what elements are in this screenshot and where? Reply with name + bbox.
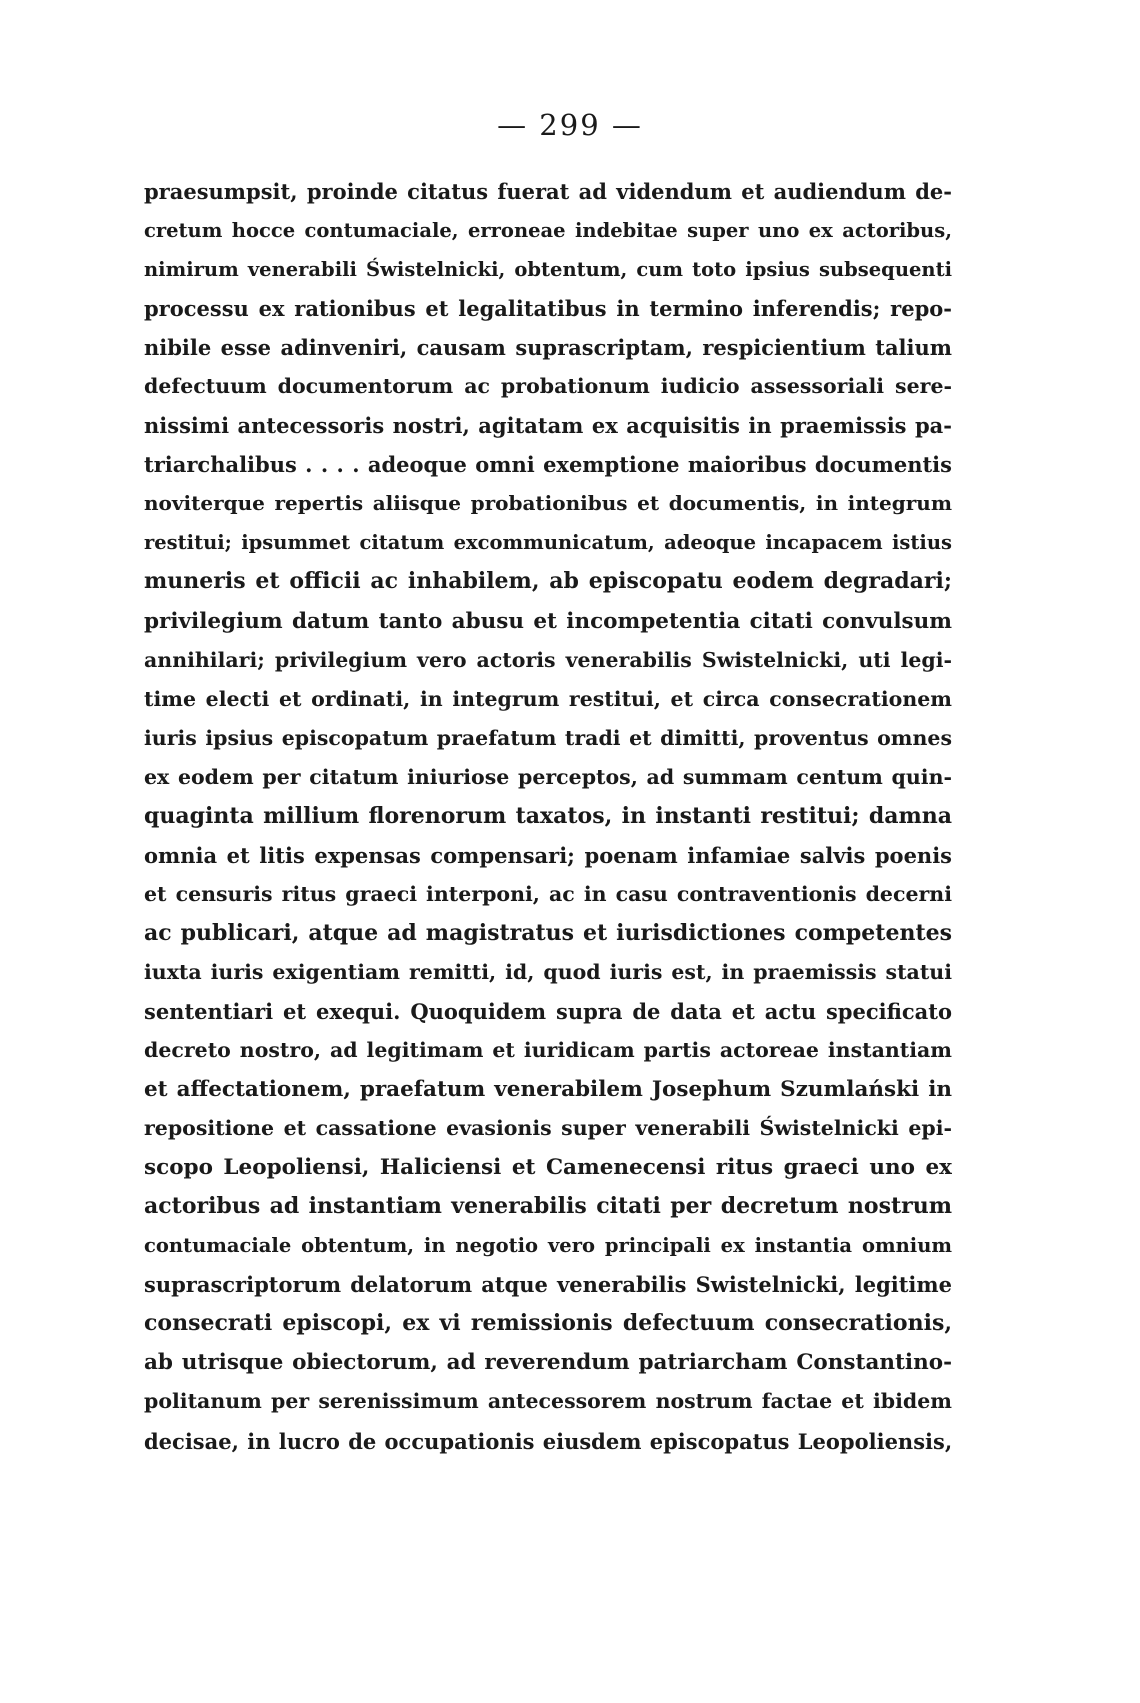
text-line: nibile esse adinveniri, causam suprascriptam, respicientium talium: [144, 335, 952, 361]
text-line: decreto nostro, ad legitimam et iuridicam partis actoreae instantiam: [144, 1038, 952, 1063]
text-line: sententiari et exequi. Quoquidem supra de data et actu specificato: [144, 998, 952, 1024]
text-line: repositione et cassatione evasionis super venerabili Świstelnicki epi-: [144, 1116, 952, 1141]
text-line: nimirum venerabili Świstelnicki, obtentum, cum toto ipsius subsequenti: [144, 258, 952, 282]
body-text: [144, 172, 952, 1461]
text-line: scopo Leopoliensi, Haliciensi et Camenecensi ritus graeci uno ex: [144, 1155, 952, 1181]
text-line: et censuris ritus graeci interponi, ac in casu contraventionis decerni: [144, 881, 952, 906]
text-line: restitui; ipsummet citatum excommunicatum, adeoque incapacem istius: [144, 531, 952, 555]
text-line: ex eodem per citatum iniuriose perceptos, ad summam centum quin-: [144, 764, 952, 789]
text-line: et affectationem, praefatum venerabilem Josephum Szumlański in: [144, 1077, 952, 1103]
text-line: quaginta millium florenorum taxatos, in instanti restitui; damna: [144, 802, 952, 829]
text-line: nissimi antecessoris nostri, agitatam ex acquisitis in praemissis pa-: [144, 413, 952, 439]
text-line: ac publicari, atque ad magistratus et iurisdictiones competentes: [144, 919, 952, 946]
text-line: time electi et ordinati, in integrum restitui, et circa consecrationem: [144, 686, 952, 711]
text-line: cretum hocce contumaciale, erroneae indebitae super uno ex actoribus,: [144, 219, 952, 243]
text-line: privilegium datum tanto abusu et incompetentia citati convulsum: [144, 608, 952, 634]
text-line: consecrati episcopi, ex vi remissionis defectuum consecrationis,: [144, 1310, 952, 1337]
text-line: politanum per serenissimum antecessorem nostrum factae et ibidem: [144, 1389, 952, 1414]
page-number: — 299 —: [497, 108, 643, 142]
text-line: triarchalibus . . . . adeoque omni exemptione maioribus documentis: [144, 452, 952, 478]
text-line: iuxta iuris exigentiam remitti, id, quod iuris est, in praemissis statui: [144, 959, 952, 984]
text-line: annihilari; privilegium vero actoris venerabilis Swistelnicki, uti legi-: [144, 647, 952, 672]
text-line: omnia et litis expensas compensari; poenam infamiae salvis poenis: [144, 842, 952, 868]
text-line: noviterque repertis aliisque probationibus et documentis, in integrum: [144, 491, 952, 516]
text-line: iuris ipsius episcopatum praefatum tradi et dimitti, proventus omnes: [144, 725, 952, 750]
text-line: defectuum documentorum ac probationum iudicio assessoriali sere-: [144, 374, 952, 399]
text-line: ab utrisque obiectorum, ad reverendum patriarcham Constantino-: [144, 1350, 952, 1376]
text-line: muneris et officii ac inhabilem, ab episcopatu eodem degradari;: [144, 568, 952, 595]
text-line: suprascriptorum delatorum atque venerabilis Swistelnicki, legitime: [144, 1272, 952, 1298]
text-line: contumaciale obtentum, in negotio vero principali ex instantia omnium: [144, 1234, 952, 1258]
text-line: decisae, in lucro de occupationis eiusdem episcopatus Leopoliensis,: [144, 1428, 952, 1454]
text-line: processu ex rationibus et legalitatibus in termino inferendis; repo-: [144, 296, 952, 322]
text-line: praesumpsit, proinde citatus fuerat ad videndum et audiendum de-: [144, 179, 952, 204]
text-line: actoribus ad instantiam venerabilis citati per decretum nostrum: [144, 1193, 952, 1220]
